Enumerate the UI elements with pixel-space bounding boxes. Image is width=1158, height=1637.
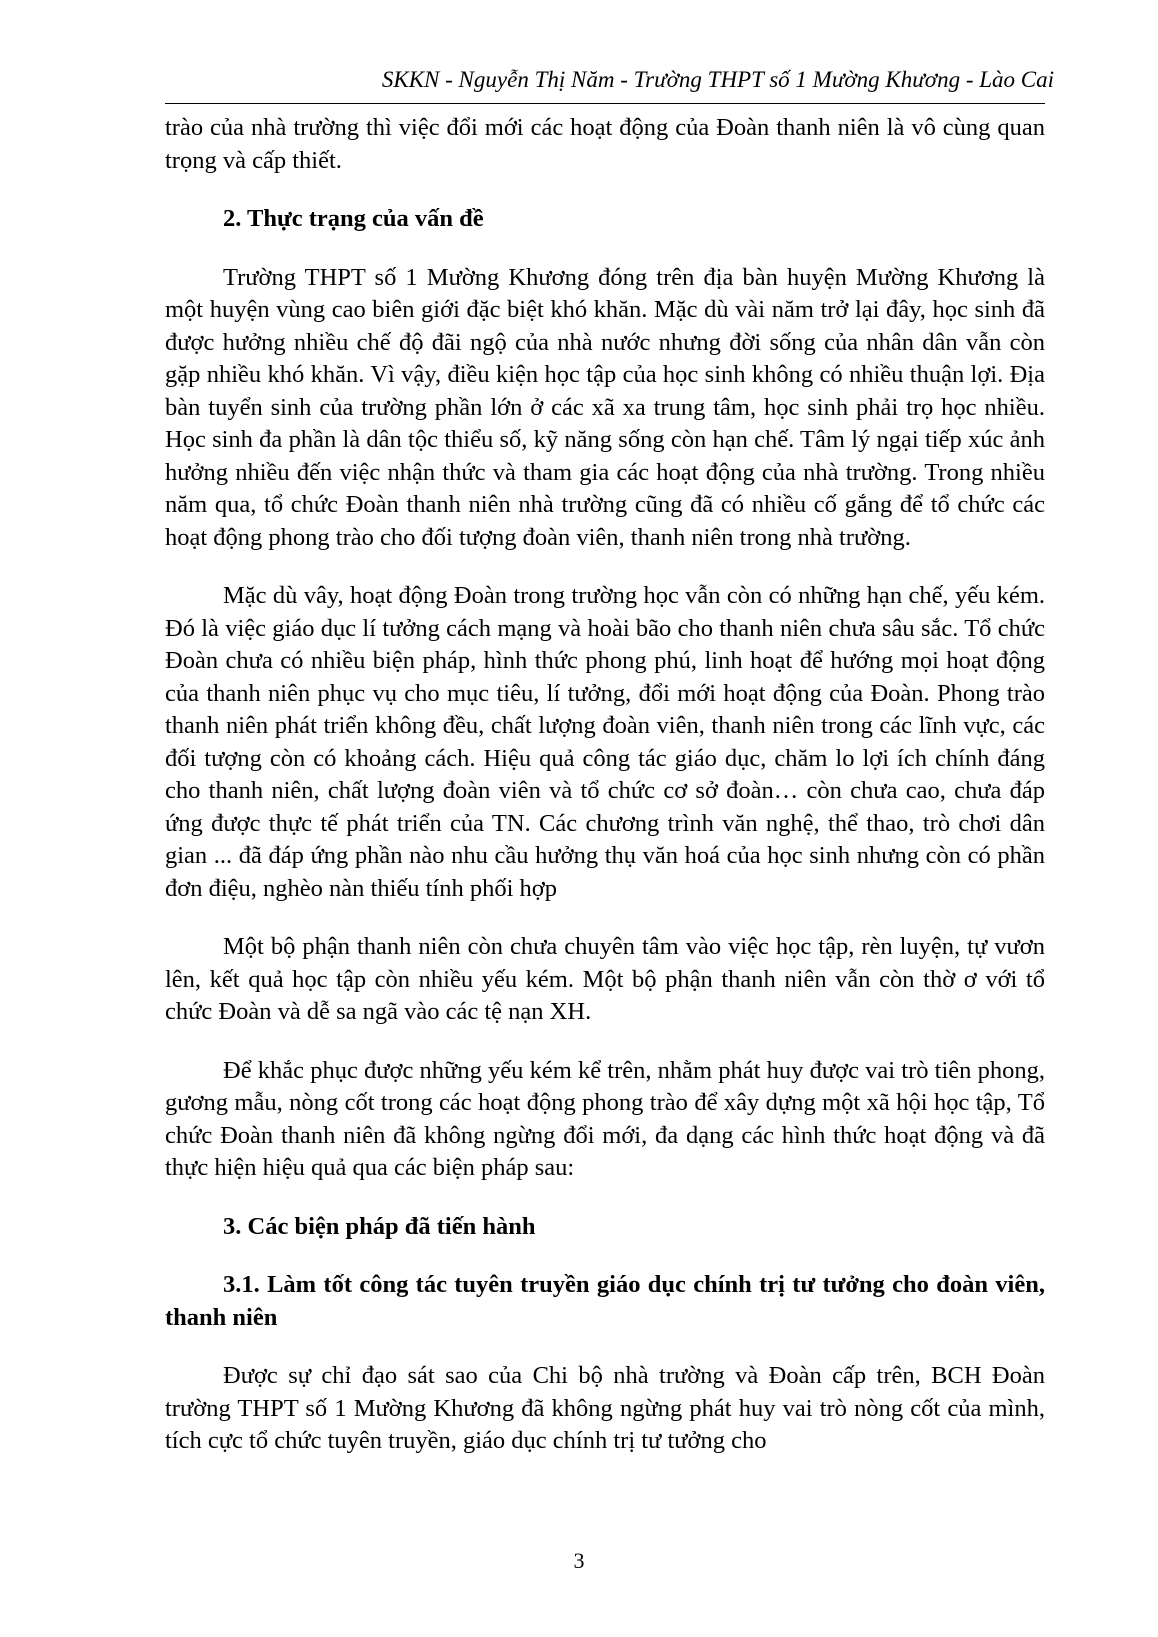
running-header: SKKN - Nguyễn Thị Năm - Trường THPT số 1 Mường Khương - Lào Cai [381,67,1054,92]
section-2-paragraph-1: Trường THPT số 1 Mường Khương đóng trên địa bàn huyện Mường Khương là một huyện vùng cao biên giới đặc biệt khó khăn. Mặc dù vài năm trở lại đây, học sinh đã được hưởng nhiều chế độ đãi ngộ của nhà nước nhưng đời sống của nhân dân vẫn còn gặp nhiều khó khăn. Vì vậy, điều kiện học tập của học sinh không có nhiều thuận lợi. Địa bàn tuyển sinh của trường phần lớn ở các xã xa trung tâm, học sinh phải trọ học nhiều. Học sinh đa phần là dân tộc thiểu số, kỹ năng sống còn hạn chế. Tâm lý ngại tiếp xúc ảnh hưởng nhiều đến việc nhận thức và tham gia các hoạt động của nhà trường. Trong nhiều năm qua, tổ chức Đoàn thanh niên nhà trường cũng đã có nhiều cố gắng để tổ chức các hoạt động phong trào cho đối tượng đoàn viên, thanh niên trong nhà trường. [165,263,1045,551]
section-3-heading: 3. Các biện pháp đã tiến hành [223,1212,536,1240]
section-2-paragraph-4: Để khắc phục được những yếu kém kể trên, nhằm phát huy được vai trò tiên phong, gương mẫu, nòng cốt trong các hoạt động phong trào để xây dựng một xã hội học tập, Tổ chức Đoàn thanh niên đã không ngừng đổi mới, đa dạng các hình thức hoạt động và đã thực hiện hiệu quả qua các biện pháp sau: [165,1056,1045,1181]
page-number: 3 [573,1548,585,1573]
section-2-paragraph-2: Mặc dù vây, hoạt động Đoàn trong trường học vẫn còn có những hạn chế, yếu kém. Đó là việc giáo dục lí tưởng cách mạng và hoài bão cho thanh niên chưa sâu sắc. Tổ chức Đoàn chưa có nhiều biện pháp, hình thức phong phú, linh hoạt để hướng mọi hoạt động của thanh niên phục vụ cho mục tiêu, lí tưởng, đổi mới hoạt động của Đoàn. Phong trào thanh niên phát triển không đều, chất lượng đoàn viên, thanh niên trong các lĩnh vực, các đối tượng còn có khoảng cách. Hiệu quả công tác giáo dục, chăm lo lợi ích chính đáng cho thanh niên, chất lượng đoàn viên và tổ chức cơ sở đoàn… còn chưa cao, chưa đáp ứng được thực tế phát triển của TN. Các chương trình văn nghệ, thể thao, trò chơi dân gian ... đã đáp ứng phần nào nhu cầu hưởng thụ văn hoá của học sinh nhưng còn có phần đơn điệu, nghèo nàn thiếu tính phối hợp [165,582,1045,902]
section-3-1-heading: 3.1. Làm tốt công tác tuyên truyền giáo dục chính trị tư tưởng cho đoàn viên, thanh niên [165,1271,1045,1331]
section-2-paragraph-3: Một bộ phận thanh niên còn chưa chuyên tâm vào việc học tập, rèn luyện, tự vươn lên, kết quả học tập còn nhiều yếu kém. Một bộ phận thanh niên vẫn còn thờ ơ với tổ chức Đoàn và dễ sa ngã vào các tệ nạn XH. [165,933,1045,1025]
section-2-heading: 2. Thực trạng của vấn đề [223,205,484,232]
header-divider [165,103,1045,104]
section-3-1-paragraph-1: Được sự chỉ đạo sát sao của Chi bộ nhà trường và Đoàn cấp trên, BCH Đoàn trường THPT số 1 Mường Khương đã không ngừng phát huy vai trò nòng cốt của mình, tích cực tổ chức tuyên truyền, giáo dục chính trị tư tưởng cho [165,1362,1045,1454]
page-content [165,112,1045,1458]
continuation-paragraph: trào của nhà trường thì việc đổi mới các hoạt động của Đoàn thanh niên là vô cùng quan trọng và cấp thiết. [165,114,1045,174]
